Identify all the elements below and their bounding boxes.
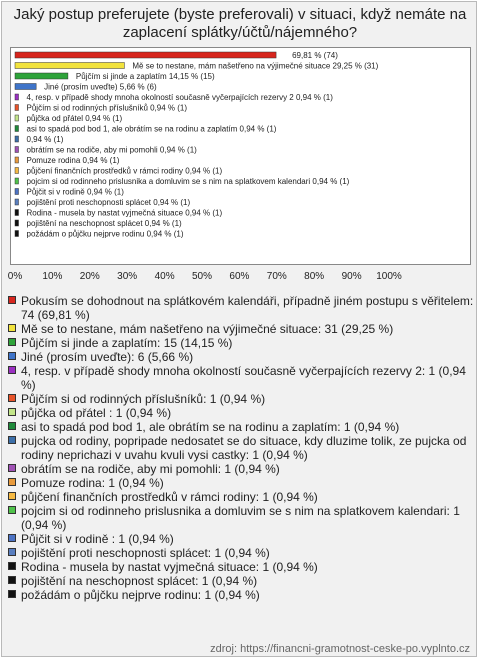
x-tick-label: 90% [341,271,362,282]
x-tick-label: 70% [266,271,287,282]
bar-13 [15,189,19,195]
bar-5 [15,105,19,111]
legend-item [8,476,474,490]
legend-label: obrátím se na rodiče, aby mi pomohli: 1 (0,94 %) [21,462,280,476]
legend-item [8,490,474,504]
bar-7 [15,126,19,132]
bar-8 [15,136,19,142]
bar-12 [15,178,19,184]
x-axis [0,271,480,285]
bar-14 [15,199,19,205]
legend-item [8,364,474,392]
legend-swatch [8,548,16,556]
bar-3 [15,84,36,90]
bar-label-3: Jiné (prosím uveďte) 5,66 % (6) [44,82,157,92]
bar-16 [15,220,19,226]
legend-swatch [8,492,16,500]
legend-label: Pomuze rodina: 1 (0,94 %) [21,476,164,490]
bar-label-17: požádám o půjčku nejprve rodinu 0,94 % (1) [26,229,184,239]
x-tick-label: 40% [154,271,175,282]
legend-item [8,574,474,588]
legend-swatch [8,562,16,570]
bar-4 [15,94,19,100]
legend-item [8,546,474,560]
bar-label-10: Pomuze rodina 0,94 % (1) [26,156,120,165]
legend-label: Půjčím si od rodinných příslušníků: 1 (0,94 %) [21,392,266,406]
legend [8,294,474,602]
legend-swatch [8,408,16,416]
bar-chart-svg [0,0,480,270]
bar-15 [15,210,19,216]
legend-label: Pokusím se dohodnout na splátkovém kalendáři, případně jiném postupu s věřitelem: 74 (69,81 %) [21,294,474,322]
legend-item [8,560,474,574]
x-tick-label: 0% [7,271,23,282]
legend-label: 4, resp. v případě shody mnoha okolností současně vyčerpajících rezervy 2: 1 (0,94 %) [21,364,466,392]
bar-label-12: pojcim si od rodinneho prislusnika a domluvim se s nim na splatkovem kalendari 0,94 % (1) [26,177,350,186]
legend-label: půjčka od přátel : 1 (0,94 %) [21,406,172,420]
bar-label-16: pojištění na neschopnost splácet 0,94 % (1) [26,219,182,228]
legend-item [8,434,474,462]
x-tick-label: 60% [229,271,250,282]
legend-item [8,322,474,336]
bar-label-9: obrátím se na rodiče, aby mi pomohli 0,94 % (1) [26,145,197,155]
legend-swatch [8,296,16,304]
legend-label: asi to spadá pod bod 1, ale obrátím se na rodinu a zaplatím: 1 (0,94 %) [21,420,400,434]
bar-10 [15,157,19,163]
legend-label: Půjčit si v rodině : 1 (0,94 %) [21,532,174,546]
bar-label-5: Půjčím si od rodinných příslušníků 0,94 % (1) [26,103,188,113]
legend-swatch [8,464,16,472]
legend-label: půjčení finančních prostředků v rámci rodiny: 1 (0,94 %) [21,490,318,504]
bar-1 [15,63,124,69]
bar-11 [15,168,19,174]
legend-item [8,392,474,406]
bar-label-15: Rodina - musela by nastat vyjmečná situace 0,94 % (1) [26,208,223,218]
bar-label-14: pojištění proti neschopnosti splácet 0,94 % (1) [26,198,191,207]
legend-label: požádám o půjčku nejprve rodinu: 1 (0,94 %) [21,588,260,602]
legend-item [8,462,474,476]
legend-swatch [8,394,16,402]
legend-swatch [8,366,16,374]
legend-label: Mě se to nestane, mám našetřeno na výjimečné situace: 31 (29,25 %) [21,322,394,336]
legend-label: pojištění proti neschopnosti splácet: 1 (0,94 %) [21,546,270,560]
legend-item [8,588,474,602]
legend-swatch [8,576,16,584]
x-tick-label: 20% [79,271,100,282]
source-note: zdroj: https://financni-gramotnost-ceske-po.vyplnto.cz [210,643,470,655]
legend-swatch [8,590,16,598]
legend-item [8,504,474,532]
bar-6 [15,115,19,121]
bar-label-2: Půjčím si jinde a zaplatím 14,15 % (15) [75,72,215,81]
legend-label: Rodina - musela by nastat vyjmečná situace: 1 (0,94 %) [21,560,318,574]
legend-label: Půjčím si jinde a zaplatím: 15 (14,15 %) [21,336,233,350]
bar-17 [15,231,19,237]
legend-item [8,406,474,420]
bar-label-1: Mě se to nestane, mám našetřeno na výjimečné situace 29,25 % (31) [132,61,379,71]
bar-label-8: 0,94 % (1) [26,135,64,144]
legend-swatch [8,352,16,360]
bar-label-4: 4, resp. v případě shody mnoha okolností současně vyčerpajících rezervy 2 0,94 % (1) [26,93,333,102]
legend-label: Jiné (prosím uveďte): 6 (5,66 %) [21,350,194,364]
x-tick-label: 50% [191,271,213,282]
legend-label: pujcka od rodiny, popripade nedosatet se do situace, kdy dluzime tolik, ze pujcka od rodiny neprichazi v uvahu kvuli vysi castky: 1 (0,94 %) [21,434,467,462]
bar-label-13: Půjčit si v rodině 0,94 % (1) [26,187,124,197]
legend-item [8,350,474,364]
x-tick-label: 80% [304,271,325,282]
bar-label-0: 69,81 % (74) [292,51,338,60]
bar-9 [15,147,19,153]
legend-swatch [8,478,16,486]
bar-label-7: asi to spadá pod bod 1, ale obrátím se na rodinu a zaplatím 0,94 % (1) [26,124,277,134]
legend-item [8,532,474,546]
chart-title: Jaký postup preferujete (byste preferovali) v situaci, když nemáte na zaplacení splátky/účtů/nájemného? [13,6,467,41]
legend-swatch [8,338,16,346]
bar-2 [15,73,68,79]
bar-label-11: půjčení finančních prostředků v rámci rodiny 0,94 % (1) [26,166,223,176]
legend-label: pojištění na neschopnost splácet: 1 (0,94 %) [21,574,258,588]
legend-item [8,294,474,322]
x-tick-label: 10% [42,271,63,282]
x-tick-label: 30% [117,271,138,282]
legend-label: pojcim si od rodinneho prislusnika a domluvim se s nim na splatkovem kalendari: 1 (0,94 %) [21,504,460,532]
legend-swatch [8,422,16,430]
bar-label-6: půjčka od přátel 0,94 % (1) [26,114,123,123]
legend-swatch [8,324,16,332]
legend-swatch [8,506,16,514]
legend-item [8,420,474,434]
legend-swatch [8,436,16,444]
x-tick-label: 100% [376,271,402,282]
legend-swatch [8,534,16,542]
bar-0 [15,52,276,58]
legend-item [8,336,474,350]
